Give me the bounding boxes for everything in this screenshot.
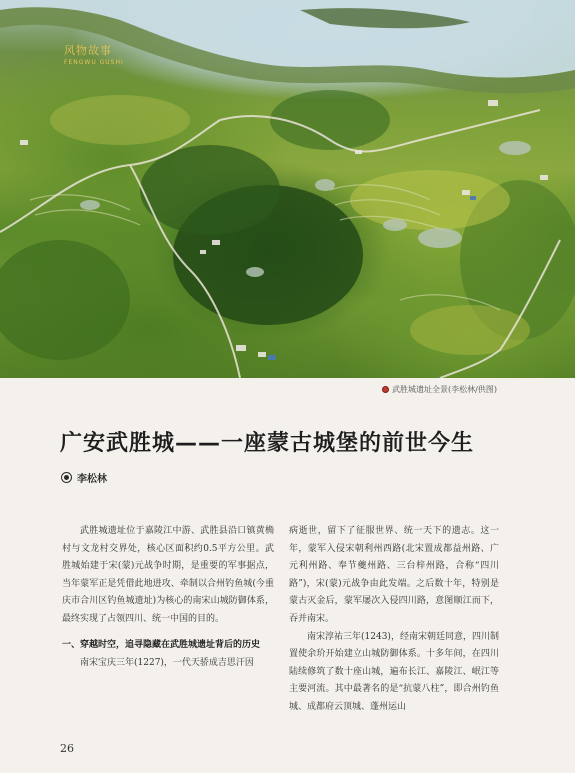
photo-caption xyxy=(382,384,497,395)
paragraph: 武胜城遗址位于嘉陵江中游、武胜县沿口镇黄桷村与文龙村交界处，核心区面积约0.5平方公里。武胜城始建于宋(蒙)元战争时期，是重要的军事据点，当年蒙军正是凭借此地进攻、牵制以合州钓鱼城(今重庆市合川区钓鱼城遗址)为核心的南宋山城防御体系，最终实现了占领四川、统一中国的目的。 xyxy=(62,526,274,624)
watermark-zh: 风物故事 xyxy=(64,44,112,57)
page-number: 26 xyxy=(60,742,74,755)
section-heading: 一、穿越时空，追寻隐藏在武胜城遗址背后的历史 xyxy=(62,639,261,650)
watermark-en: FENGWU GUSHI xyxy=(64,59,124,66)
caption-bullet-icon xyxy=(382,386,389,393)
author-name: 李松林 xyxy=(77,474,107,485)
paragraph: 病逝世，留下了征服世界、统一天下的遗志。这一年，蒙军入侵宋朝利州西路(北宋置成都益州路、广元利州路、奉节夔州路、三台梓州路，合称“四川路”)，宋(蒙)元战争由此发端。之后数十年，特别是蒙古灭金后，蒙军屡次入侵四川路，意图顺江而下，吞并南宋。 xyxy=(289,526,499,624)
paragraph: 南宋宝庆三年(1227)，一代天骄成吉思汗因 xyxy=(80,657,254,668)
author-bullet-icon xyxy=(62,473,71,482)
left-column xyxy=(62,523,274,672)
paragraph: 南宋淳祐三年(1243)，经南宋朝廷同意，四川制置使余玠开始建立山城防御体系。十多年间，在四川陆续修筑了数十座山城，遍布长江、嘉陵江、岷江等主要河流。其中最著名的是“抗蒙八柱”，即合州钓鱼城、成都府云顶城、蓬州运山 xyxy=(289,631,499,712)
caption-text: 武胜城遗址全景(李松林/供图) xyxy=(392,385,497,394)
author-line xyxy=(62,470,107,485)
column-watermark xyxy=(64,42,124,66)
aerial-photo xyxy=(0,0,575,378)
right-column xyxy=(289,523,499,717)
article-title: 广安武胜城——一座蒙古城堡的前世今生 xyxy=(60,431,475,456)
